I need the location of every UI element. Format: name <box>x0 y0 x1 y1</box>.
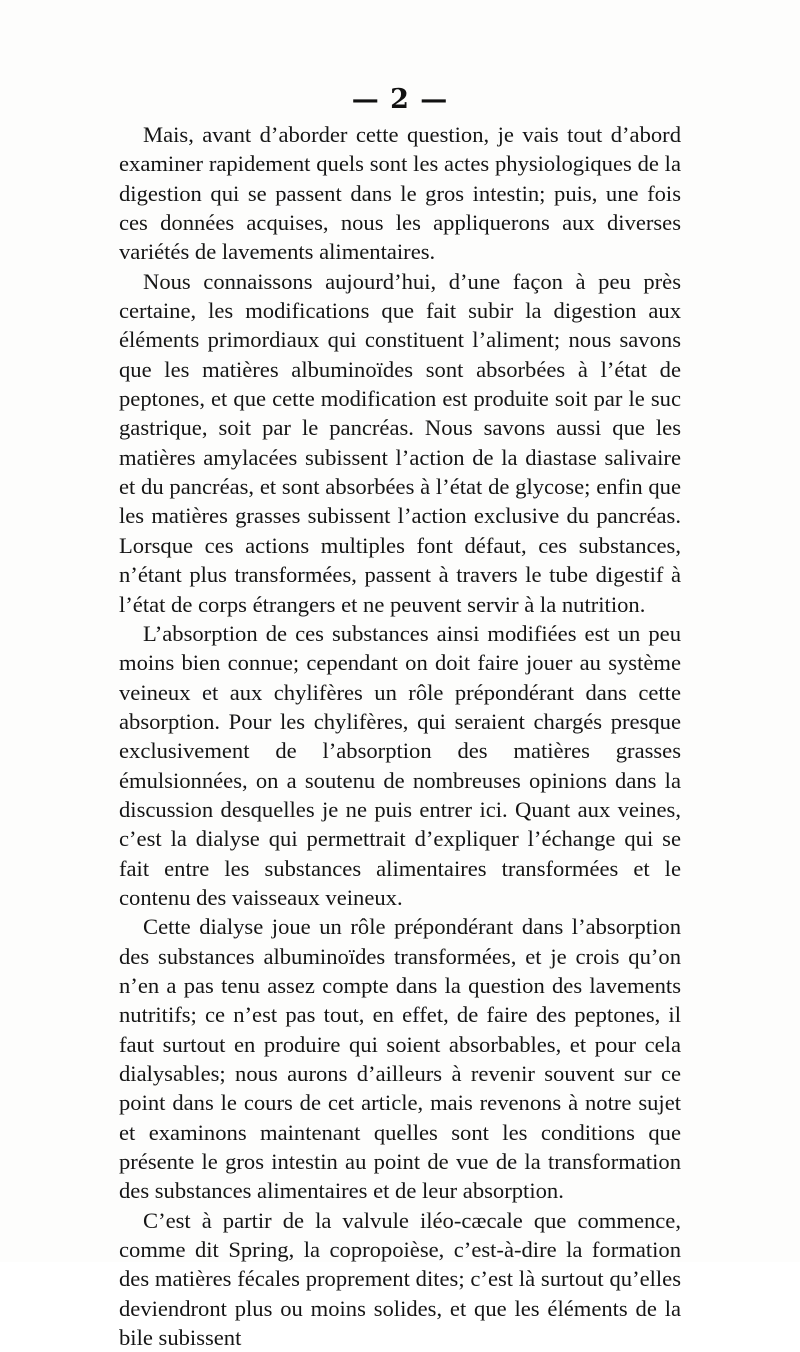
paragraph-3: L’absorption de ces substances ainsi modifiées est un peu moins bien connue; cependant on doit faire jouer au système veineux et aux chylifères un rôle prépondérant dans cette absorption. Pour les chylifères, qui seraient chargés presque exclusivement de l’absorption des matières grasses émulsionnées, on a soutenu de nombreuses opinions dans la discussion desquelles je ne puis entrer ici. Quant aux veines, c’est la dialyse qui permettrait d’expliquer l’échange qui se fait entre les substances alimentaires transformées et le contenu des vaisseaux veineux. <box>119 620 681 910</box>
page-number: — 2 — <box>351 84 449 115</box>
paragraph-4: Cette dialyse joue un rôle prépondérant dans l’absorption des substances albuminoïdes transformées, et je crois qu’on n’en a pas tenu assez compte dans la question des lavements nutritifs; ce n’est pas tout, en effet, de faire des peptones, il faut surtout en produire qui soient absorbables, et pour cela dialysables; nous aurons d’ailleurs à revenir souvent sur ce point dans le cours de cet article, mais revenons à notre sujet et examinons maintenant quelles sont les conditions que présente le gros intestin au point de vue de la transformation des substances alimentaires et de leur absorption. <box>119 914 681 1204</box>
body-text <box>119 120 681 1352</box>
paragraph-5: C’est à partir de la valvule iléo-cæcale que commence, comme dit Spring, la copropoièse, c’est-à-dire la formation des matières fécales proprement dites; c’est là surtout qu’elles deviendront plus ou moins solides, et que les éléments de la bile subissent <box>119 1207 681 1351</box>
paragraph-2: Nous connaissons aujourd’hui, d’une façon à peu près certaine, les modifications que fait subir la digestion aux éléments primordiaux qui constituent l’aliment; nous savons que les matières albuminoïdes sont absorbées à l’état de peptones, et que cette modification est produite soit par le suc gastrique, soit par le pancréas. Nous savons aussi que les matières amylacées subissent l’action de la diastase salivaire et du pancréas, et sont absorbées à l’état de glycose; enfin que les matières grasses subissent l’action exclusive du pancréas. Lorsque ces actions multiples font défaut, ces substances, n’étant plus transformées, passent à travers le tube digestif à l’état de corps étrangers et ne peuvent servir à la nutrition. <box>119 268 681 617</box>
paragraph-1: Mais, avant d’aborder cette question, je vais tout d’abord examiner rapidement quels sont les actes physiologiques de la digestion qui se passent dans le gros intestin; puis, une fois ces données acquises, nous les appliquerons aux diverses variétés de lavements alimentaires. <box>119 122 681 265</box>
